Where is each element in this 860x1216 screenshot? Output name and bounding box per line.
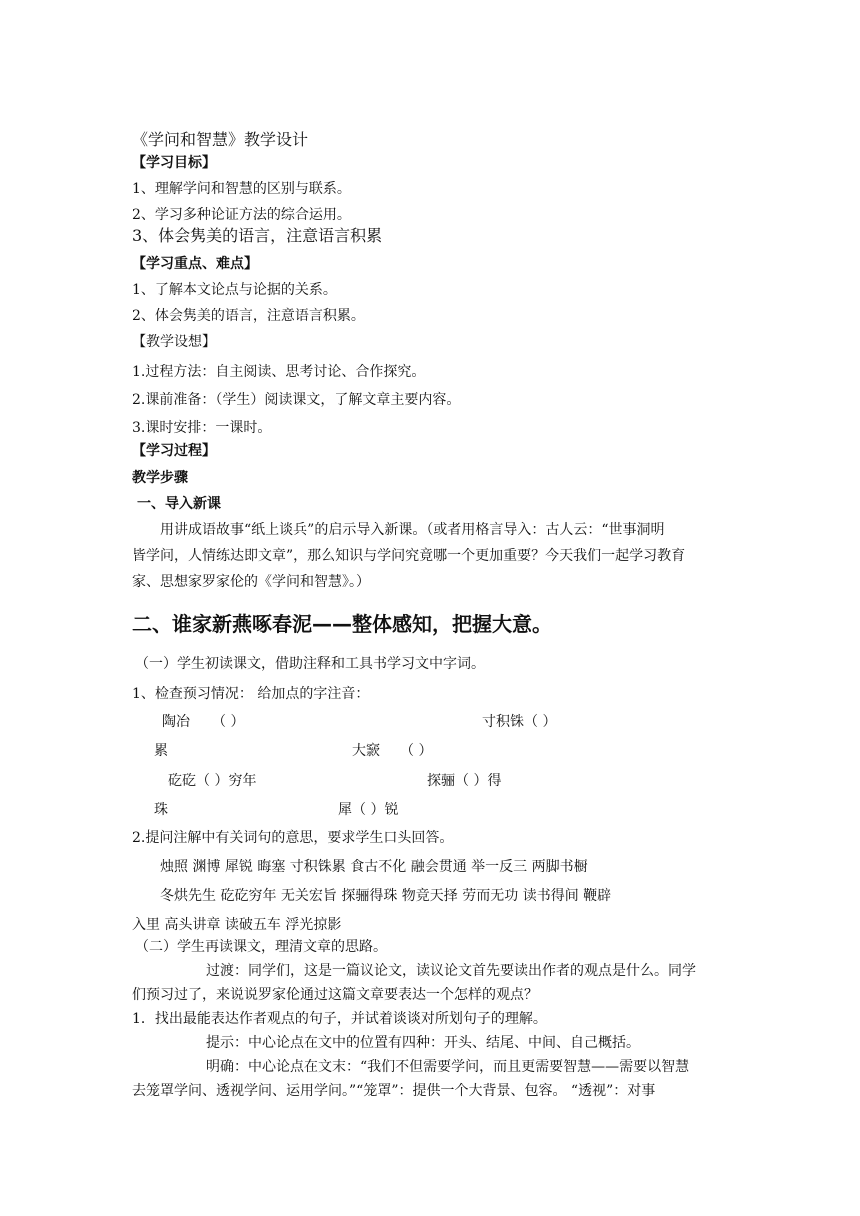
paragraph-line: 去笼罩学问、透视学问、运用学问。”“笼罩”：提供一个大背景、包容。 “透视”：对事 (132, 1083, 656, 1099)
section-heading: 一、导入新课 (137, 496, 221, 512)
paragraph-line: 们预习过了，来说说罗家伦通过这篇文章要表达一个怎样的观点？ (132, 987, 538, 1003)
answer-blank: （ ） (400, 743, 433, 759)
word-item: 陶冶 (162, 714, 190, 730)
paragraph-line: 皆学问，人情练达即文章”，那么知识与学问究竟哪一个更加重要？今天我们一起学习教育 (132, 548, 686, 564)
objectives-heading: 【学习目标】 (132, 155, 216, 171)
word-item: 珠 (154, 802, 168, 818)
objective-item: 2、学习多种论证方法的综合运用。 (132, 207, 351, 223)
objective-item: 3、体会隽美的语言，注意语言积累 (132, 226, 383, 245)
plan-item: 3.课时安排：一课时。 (132, 420, 272, 436)
vocab-line: 入里 高头讲章 读破五车 浮光掠影 (132, 917, 342, 933)
exercise-line: 2.提问注解中有关词句的意思，要求学生口头回答。 (132, 830, 454, 846)
paragraph-line: 提示：中心论点在文中的位置有四种：开头、结尾、中间、自己概括。 (206, 1035, 640, 1051)
objective-item: 1、理解学问和智慧的区别与联系。 (132, 181, 351, 197)
vocab-line: 烛照 渊博 犀锐 晦塞 寸积铢累 食古不化 融会贯通 举一反三 两脚书橱 (160, 859, 588, 875)
steps-heading: 教学步骤 (132, 470, 188, 486)
paragraph-line: 明确：中心论点在文末：“我们不但需要学问，而且更需要智慧——需要以智慧 (206, 1059, 690, 1075)
word-item: 探骊（ ）得 (427, 773, 502, 789)
word-item: 大窾 (352, 743, 380, 759)
word-item: 累 (154, 743, 168, 759)
word-item: 犀（ ）锐 (338, 802, 399, 818)
plan-heading: 【教学设想】 (132, 334, 216, 350)
vocab-line: 冬烘先生 矻矻穷年 无关宏旨 探骊得珠 物竞天择 劳而无功 读书得间 鞭辟 (160, 888, 612, 904)
keypoint-item: 1、了解本文论点与论据的关系。 (132, 282, 337, 298)
exercise-line: 1、检查预习情况： 给加点的字注音： (132, 686, 370, 702)
keypoint-item: 2、体会隽美的语言，注意语言积累。 (132, 308, 365, 324)
keypoints-heading: 【学习重点、难点】 (132, 256, 258, 272)
section-heading: 二、谁家新燕啄春泥——整体感知，把握大意。 (132, 612, 552, 636)
plan-item: 2.课前准备：（学生）阅读课文，了解文章主要内容。 (132, 392, 461, 408)
word-item: 寸积铢（ ） (482, 714, 557, 730)
plan-item: 1.过程方法：自主阅读、思考讨论、合作探究。 (132, 364, 426, 380)
document-title: 《学问和智慧》教学设计 (132, 130, 309, 149)
answer-blank: （ ） (212, 714, 245, 730)
paragraph-line: 1．找出最能表达作者观点的句子，并试着谈谈对所划句子的理解。 (132, 1011, 547, 1027)
process-heading: 【学习过程】 (132, 443, 216, 459)
paragraph-line: 用讲成语故事“纸上谈兵”的启示导入新课。（或者用格言导入：古人云：“世事洞明 (160, 522, 665, 538)
paragraph-line: 家、思想家罗家伦的《学问和智慧》。） (132, 574, 370, 590)
word-item: 矻矻（ ）穷年 (168, 773, 257, 789)
part-heading: （一）学生初读课文，借助注释和工具书学习文中字词。 (135, 656, 485, 672)
part-heading: （二）学生再读课文，理清文章的思路。 (135, 939, 387, 955)
paragraph-line: 过渡：同学们，这是一篇议论文，读议论文首先要读出作者的观点是什么。同学 (206, 963, 696, 979)
